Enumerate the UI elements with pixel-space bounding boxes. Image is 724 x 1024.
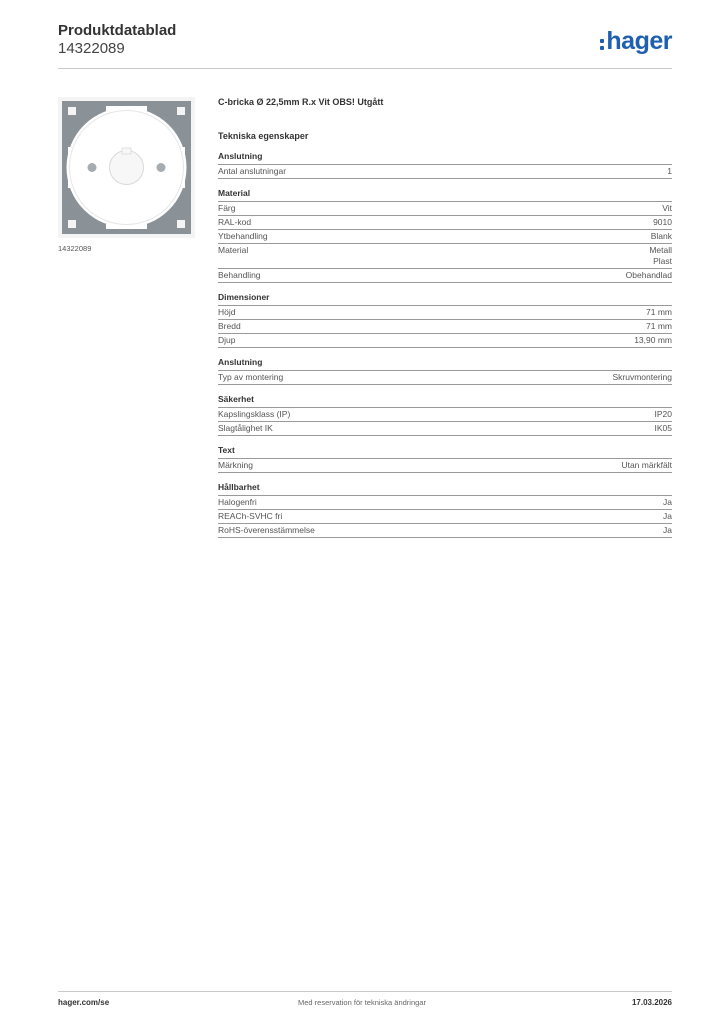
cover-plate-icon [58, 97, 195, 238]
spec-value [626, 270, 672, 281]
product-image [58, 97, 195, 238]
spec-row [218, 269, 672, 283]
spec-label: Material [218, 245, 249, 255]
spec-value-line: Ja [663, 511, 672, 521]
spec-row [218, 334, 672, 348]
spec-group-title: Anslutning [218, 151, 672, 165]
spec-group [218, 445, 672, 473]
footer-divider [58, 991, 672, 992]
header-divider [58, 68, 672, 69]
document-number: 14322089 [58, 40, 125, 57]
spec-value-line: Skruvmontering [612, 372, 672, 382]
spec-label: Höjd [218, 307, 236, 317]
spec-row [218, 459, 672, 473]
spec-label: Färg [218, 203, 236, 213]
spec-value [667, 166, 672, 177]
spec-value [634, 335, 672, 346]
hager-logo [600, 28, 672, 54]
spec-row [218, 244, 672, 269]
spec-value [655, 409, 673, 420]
spec-label: RAL-kod [218, 217, 252, 227]
spec-group [218, 394, 672, 436]
page-header [58, 22, 176, 58]
document-title: Produktdatablad [58, 22, 177, 39]
logo-text: hager [606, 27, 672, 55]
spec-row [218, 306, 672, 320]
spec-row [218, 496, 672, 510]
spec-label: Slagtålighet IK [218, 423, 273, 433]
spec-row [218, 320, 672, 334]
spec-value-line: Metall [649, 245, 672, 255]
footer-website: hager.com/se [58, 998, 110, 1007]
spec-value [646, 321, 672, 332]
spec-row [218, 510, 672, 524]
spec-value [621, 460, 672, 471]
spec-row [218, 165, 672, 179]
spec-row [218, 422, 672, 436]
spec-group [218, 482, 672, 538]
spec-group [218, 292, 672, 348]
spec-value [653, 217, 672, 228]
spec-value-line: Plast [653, 256, 672, 266]
spec-value [646, 307, 672, 318]
spec-label: Kapslingsklass (IP) [218, 409, 291, 419]
spec-value [651, 231, 672, 242]
spec-value-line: 13,90 mm [634, 335, 672, 345]
spec-row [218, 371, 672, 385]
section-heading: Tekniska egenskaper [218, 131, 309, 141]
spec-label: Typ av montering [218, 372, 284, 382]
spec-label: Bredd [218, 321, 241, 331]
spec-value [663, 525, 672, 536]
spec-label: Ytbehandling [218, 231, 268, 241]
spec-row [218, 524, 672, 538]
spec-groups [218, 151, 672, 538]
spec-label: Antal anslutningar [218, 166, 287, 176]
spec-value-line: Vit [662, 203, 672, 213]
spec-value-line: 1 [667, 166, 672, 176]
spec-value [663, 511, 672, 522]
spec-group-title: Säkerhet [218, 394, 672, 408]
spec-value-line: 71 mm [646, 321, 672, 331]
spec-group-title: Material [218, 188, 672, 202]
spec-label: Märkning [218, 460, 253, 470]
spec-label: Behandling [218, 270, 261, 280]
spec-group [218, 357, 672, 385]
spec-value-line: 71 mm [646, 307, 672, 317]
footer-disclaimer: Med reservation för tekniska ändringar [298, 998, 426, 1007]
spec-label: Halogenfri [218, 497, 257, 507]
spec-value-line: 9010 [653, 217, 672, 227]
spec-row [218, 202, 672, 216]
spec-value-line: Utan märkfält [621, 460, 672, 470]
spec-value-line: Ja [663, 497, 672, 507]
spec-row [218, 216, 672, 230]
footer-date: 17.03.2026 [631, 998, 672, 1007]
spec-label: RoHS-överensstämmelse [218, 525, 315, 535]
spec-value-line: Ja [663, 525, 672, 535]
image-caption: 14322089 [58, 244, 92, 253]
spec-group [218, 151, 672, 179]
spec-value [655, 423, 673, 434]
spec-group-title: Dimensioner [218, 292, 672, 306]
spec-group [218, 188, 672, 283]
spec-group-title: Hållbarhet [218, 482, 672, 496]
spec-label: Djup [218, 335, 236, 345]
spec-row [218, 408, 672, 422]
spec-group-title: Text [218, 445, 672, 459]
logo-dots-icon [600, 39, 604, 50]
spec-label: REACh-SVHC fri [218, 511, 283, 521]
spec-row [218, 230, 672, 244]
spec-value-line: Blank [650, 231, 672, 241]
spec-value [663, 497, 672, 508]
spec-value-line: Obehandlad [625, 270, 672, 280]
spec-value [649, 245, 672, 267]
spec-value [612, 372, 672, 383]
product-title: C-bricka Ø 22,5mm R.x Vit OBS! Utgått [218, 97, 384, 107]
spec-value [662, 203, 672, 214]
spec-value-line: IK05 [654, 423, 672, 433]
spec-value-line: IP20 [654, 409, 672, 419]
spec-group-title: Anslutning [218, 357, 672, 371]
product-details [218, 97, 672, 538]
